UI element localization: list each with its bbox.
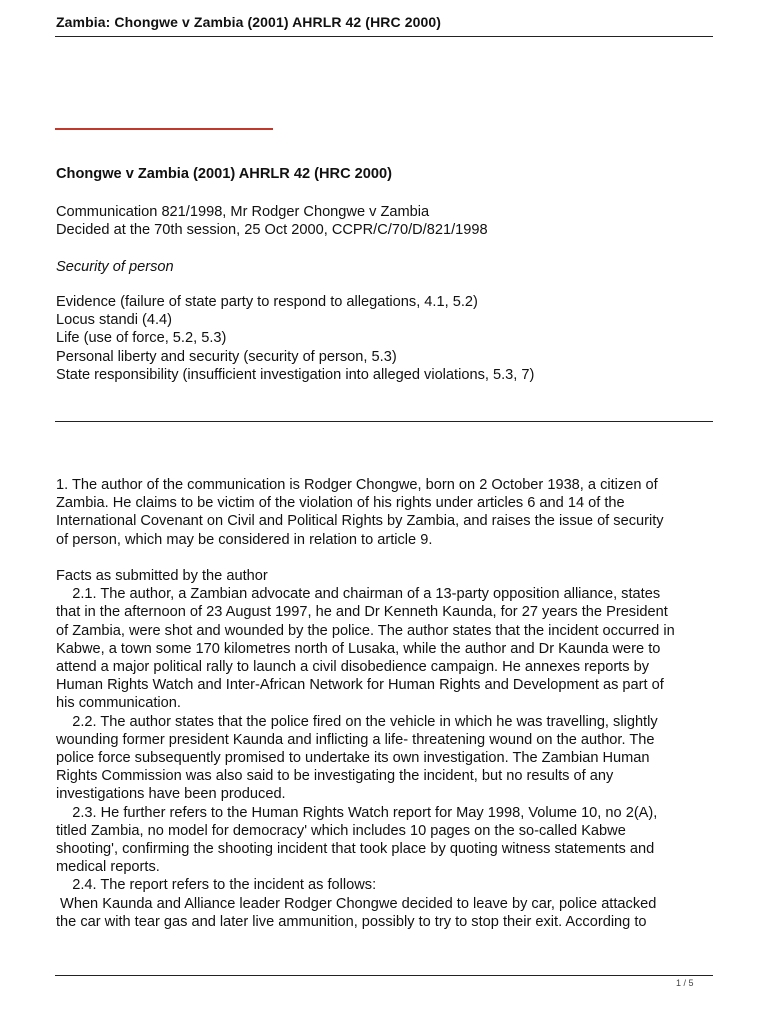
- text-line: 2.4. The report refers to the incident as follows:: [56, 877, 377, 894]
- text-line: When Kaunda and Alliance leader Rodger Chongwe decided to leave by car, police attacked: [56, 895, 657, 912]
- text-line: his communication.: [56, 695, 181, 712]
- text-line: investigations have been produced.: [56, 786, 286, 803]
- text-line: of person, which may be considered in relation to article 9.: [56, 531, 433, 548]
- text-line: of Zambia, were shot and wounded by the police. The author states that the incident occurred in: [56, 622, 675, 639]
- accent-divider: [55, 128, 273, 130]
- text-line: that in the afternoon of 23 August 1997, he and Dr Kenneth Kaunda, for 27 years the President: [56, 604, 668, 621]
- text-line: wounding former president Kaunda and inflicting a life- threatening wound on the author. The: [56, 731, 655, 748]
- text-line: 2.2. The author states that the police fired on the vehicle in which he was travelling, slightly: [56, 713, 658, 730]
- text-line: 2.3. He further refers to the Human Rights Watch report for May 1998, Volume 10, no 2(A),: [56, 804, 658, 821]
- paragraph-1: [56, 476, 716, 549]
- facts-section: [56, 567, 716, 931]
- text-line: attend a major political rally to launch a civil disobedience campaign. He annexes reports by: [56, 659, 649, 676]
- communication-info: [56, 203, 716, 239]
- text-line: 2.1. The author, a Zambian advocate and chairman of a 13-party opposition alliance, states: [56, 586, 661, 603]
- paragraph-gap: [56, 549, 716, 567]
- text-line: International Covenant on Civil and Political Rights by Zambia, and raises the issue of security: [56, 513, 664, 530]
- document-header: Zambia: Chongwe v Zambia (2001) AHRLR 42 (HRC 2000): [56, 14, 441, 30]
- text-line: 1. The author of the communication is Rodger Chongwe, born on 2 October 1938, a citizen of: [56, 477, 658, 493]
- document-body: [56, 476, 716, 931]
- page-number: 1 / 5: [676, 978, 694, 988]
- text-line: medical reports.: [56, 859, 160, 876]
- keyword-list: [56, 293, 716, 384]
- text-line: Human Rights Watch and Inter-African Network for Human Rights and Development as part of: [56, 677, 664, 694]
- communication-line: Communication 821/1998, Mr Rodger Chongwe v Zambia: [56, 204, 430, 220]
- text-line: the car with tear gas and later live ammunition, possibly to try to stop their exit. According to: [56, 913, 647, 930]
- header-divider: [55, 36, 713, 37]
- text-line: titled Zambia, no model for democracy' which includes 10 pages on the so-called Kabwe: [56, 822, 626, 839]
- decision-line: Decided at the 70th session, 25 Oct 2000, CCPR/C/70/D/821/1998: [56, 222, 488, 239]
- case-title: Chongwe v Zambia (2001) AHRLR 42 (HRC 2000): [56, 166, 393, 182]
- footer-divider: [55, 975, 713, 976]
- keyword-item: Locus standi (4.4): [56, 312, 173, 329]
- keyword-item: Life (use of force, 5.2, 5.3): [56, 330, 227, 347]
- text-line: shooting', confirming the shooting incident that took place by quoting witness statements and: [56, 841, 655, 858]
- keyword-item: Personal liberty and security (security of person, 5.3): [56, 348, 397, 365]
- keyword-item: Evidence (failure of state party to respond to allegations, 4.1, 5.2): [56, 294, 478, 310]
- case-topic: Security of person: [56, 259, 174, 275]
- text-line: police force subsequently promised to undertake its own investigation. The Zambian Human: [56, 750, 650, 767]
- keyword-item: State responsibility (insufficient investigation into alleged violations, 5.3, 7): [56, 366, 535, 383]
- section-divider: [55, 421, 713, 422]
- text-line: Rights Commission was also said to be investigating the incident, but no results of any: [56, 768, 614, 785]
- section-heading: Facts as submitted by the author: [56, 568, 268, 584]
- text-line: Kabwe, a town some 170 kilometres north of Lusaka, while the author and Dr Kaunda were to: [56, 640, 661, 657]
- text-line: Zambia. He claims to be victim of the violation of his rights under articles 6 and 14 of the: [56, 495, 625, 512]
